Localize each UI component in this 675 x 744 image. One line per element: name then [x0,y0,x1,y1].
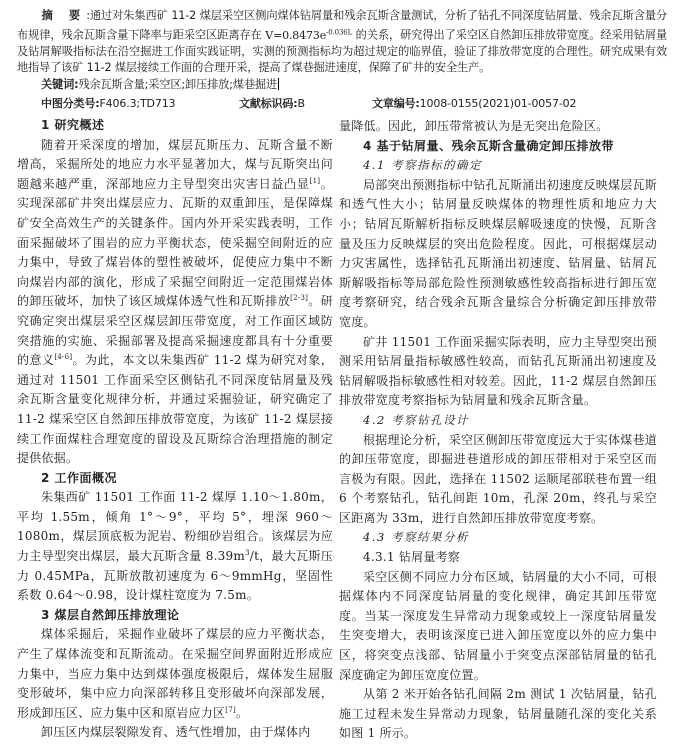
abstract-formula: $V=0.8473e^{-0.036L}$ [265,28,353,42]
section-4-1-paragraph-2: 矿井 11501 工作面采掘实际表明，应力主导型突出预测采用钻屑量指标敏感性较高，而钻孔瓦斯涌出初速度及钻屑解吸指标敏感性相对较差。因此，11-2 煤层自然卸压排放带宽度考察指标为钻屑量和残余瓦斯含量。 [339,334,657,408]
section-4-heading: 4 基于钻屑量、残余瓦斯含量确定卸压排放带 [363,138,615,153]
section-3-paragraph-1: 煤体采掘后，采掘作业破坏了煤层的应力平衡状态，产生了煤体流变和瓦斯流动。在采掘空间界面附近形成应力集中，当应力集中达到煤体强度极限后，煤体发生屈服变形破坏，集中应力向深部转移且变形破坏向深部发展，形成卸压区、应力集中区和原岩应力区[7]。 [17,627,333,720]
text-cursor [278,78,279,90]
section-1-heading: 1 研究概述 [41,118,105,132]
section-1-paragraph: 随着开采深度的增加，煤层瓦斯压力、瓦斯含量不断增高，采掘所处的地应力水平显著加大，煤与瓦斯突出问题越来越严重，深部地应力主导型突出灾害日益凸显[1]。实现深部矿井突出煤层应力、瓦斯的双重卸压，是保障煤矿安全高效生产的关键条件。国内外开采实践表明，工作面采掘破坏了围岩的应力平衡状态，使采掘空间附近的应力集中，导致了煤岩体的塑性被破坏，促使应力集中不断向煤岩内部的演化，形成了采掘空间附近一定范围煤岩体的卸压破坏，加快了该区域煤体透气性和瓦斯排放[2-3]。研究确定突出煤层采空区煤层卸压带宽度，对工作面区域防突措施的实施、采掘部署及提高采掘速度都具有十分重要的意义[4-6]。为此，本文以朱集西矿 11-2 煤为研究对象，通过对 11501 工作面采空区侧钻孔不同深度钻屑量及残余瓦斯含量变化规律分析，并通过采掘验证，研究确定了 11-2 煤采空区自然卸压排放带宽度，为该矿 11-2 煤层接续工作面煤柱合理宽度的留设及瓦斯综合治理措施的制定提供依据。 [17,137,333,466]
right-column [339,117,657,744]
citation[interactable]: [7] [225,705,236,714]
section-4-3-1-heading: 4.3.1 钻屑量考察 [363,550,461,565]
citation[interactable]: [1] [309,176,321,185]
continued-paragraph: 量降低。因此，卸压带常被认为是无突出危险区。 [339,119,609,133]
section-4-1-paragraph-1: 局部突出预测指标中钻孔瓦斯涌出初速度反映煤层瓦斯和透气性大小；钻屑量反映煤体的物理性质和地应力大小；钻屑瓦斯解析指标反映煤层解吸速度的快慢，瓦斯含量及压力反映煤层的突出危险程度。因此，可根据煤层动力灾害属性，选择钻孔瓦斯涌出初速度、钻屑量、钻屑瓦斯解吸指标等局部危险性预测敏感性较高指标进行卸压宽度考察研究，结合残余瓦斯含量综合分析确定卸压排放带宽度。 [339,177,658,329]
abstract-block [17,8,667,112]
section-4-1-heading: 4.1 考察指标的确定 [363,158,482,173]
section-3-heading: 3 煤层自然卸压排放理论 [41,607,180,622]
citation[interactable]: [2-3] [290,294,309,303]
section-2-paragraph: 朱集西矿 11501 工作面 11-2 煤厚 1.10～1.80m，平均 1.55m，倾角 1°～9°，平均 5°，埋深 960～1080m，煤层顶底板为泥岩、粉细砂岩组合。该煤层为应力主导型突出煤层，最大瓦斯含量 $8.39m^3/t$，最大瓦斯压力 0.45MPa，瓦斯放散初速度为 6～9mmHg，坚固性系数 0.64～0.98，设计煤柱宽度为 7.5m。 [17,490,333,603]
section-4-3-1-paragraph-1: 采空区侧不同应力分布区域，钻屑量的大小不同，可根据煤体内不同深度钻屑量的变化规律，确定其卸压带宽度。当某一深度发生异常动力现象或较上一深度钻屑量发生突变增大，表明该深度已进入卸压宽度以外的应力集中区，将突变点浅部、钻屑量小于突变点深部钻屑量的钻孔深度确定为卸压宽度位置。 [339,569,658,682]
clc-number: 中图分类号:F406.3;TD713 [41,96,176,110]
abstract-label: 摘 要 [41,9,87,22]
abstract-paragraph: 摘 要:通过对朱集西矿 11-2 煤层采空区侧向煤体钻屑量和残余瓦斯含量测试，分析了钻孔不同深度钻屑量、残余瓦斯含量分布规律，残余瓦斯含量下降率与距采空区距离存在 $V=0.8473e^{-0.036L}$ 的关系，研究得出了采空区自然卸压排放带宽度。经采用钻屑量及钻屑解吸指标法在沿空掘进工作面实践证明，实测的预测指标均为超过规定的临界值，验证了排放带宽度的合理性。研究成果有效地指导了该矿 11-2 煤层接续工作面的合理开采，提高了煤巷掘进速度，保障了矿井的安全生产。 [17,9,667,75]
abstract-text-2: 的关系，研究得出了采空区自然卸压排放带宽度。经采用钻屑量及钻屑解吸指标法在沿空掘进工作面实践证明，实测的预测指标均为超过规定的临界值，验证了排放带宽度的合理性。研究成果有效地指导了该矿 11-2 煤层接续工作面的合理开采，提高了煤巷掘进速度，保障了矿井的安全生产。 [17,28,667,75]
section-4-3-1-paragraph-2: 从第 2 米开始各钻孔间隔 2m 测试 1 次钻屑量，钻孔施工过程未发生异常动力现象，钻屑量随孔深的变化关系如图 1 所示。 [339,687,657,741]
section-4-2-heading: 4.2 考察钻孔设计 [363,412,469,427]
left-column [17,116,333,743]
document-code: 文献标识码:B [239,96,305,110]
section-2-heading: 2 工作面概况 [41,470,118,485]
article-number: 文章编号:1008-0155(2021)01-0057-02 [372,96,577,110]
citation[interactable]: [4-6] [54,353,73,362]
keywords-line [17,77,667,93]
keywords-label: 关键词: [41,78,79,92]
metadata-line [17,96,667,112]
section-4-3-heading: 4.3 考察结果分析 [363,530,469,545]
keywords-value[interactable]: 残余瓦斯含量;采空区;卸压排放;煤巷掘进 [78,78,277,92]
abstract-text-1: 通过对朱集西矿 11-2 煤层采空区侧向煤体钻屑量和残余瓦斯含量测试，分析了钻孔不同深度钻屑量、残余瓦斯含量分布规律，残余瓦斯含量下降率与距采空区距离存在 [17,9,667,42]
section-4-2-paragraph: 根据理论分析，采空区侧卸压带宽度远大于实体煤巷道的卸压带宽度，即掘进巷道形成的卸压带相对于采空区而言极为有限。因此，选择在 11502 运顺尾部联巷布置一组 6 个考察钻孔，钻孔间距 10m，孔深 20m，终孔与采空区距离为 33m，进行自然卸压排放带宽度考察。 [339,432,658,525]
section-3-paragraph-2: 卸压区内煤层裂隙发育、透气性增加，由于煤体内 [41,725,311,740]
